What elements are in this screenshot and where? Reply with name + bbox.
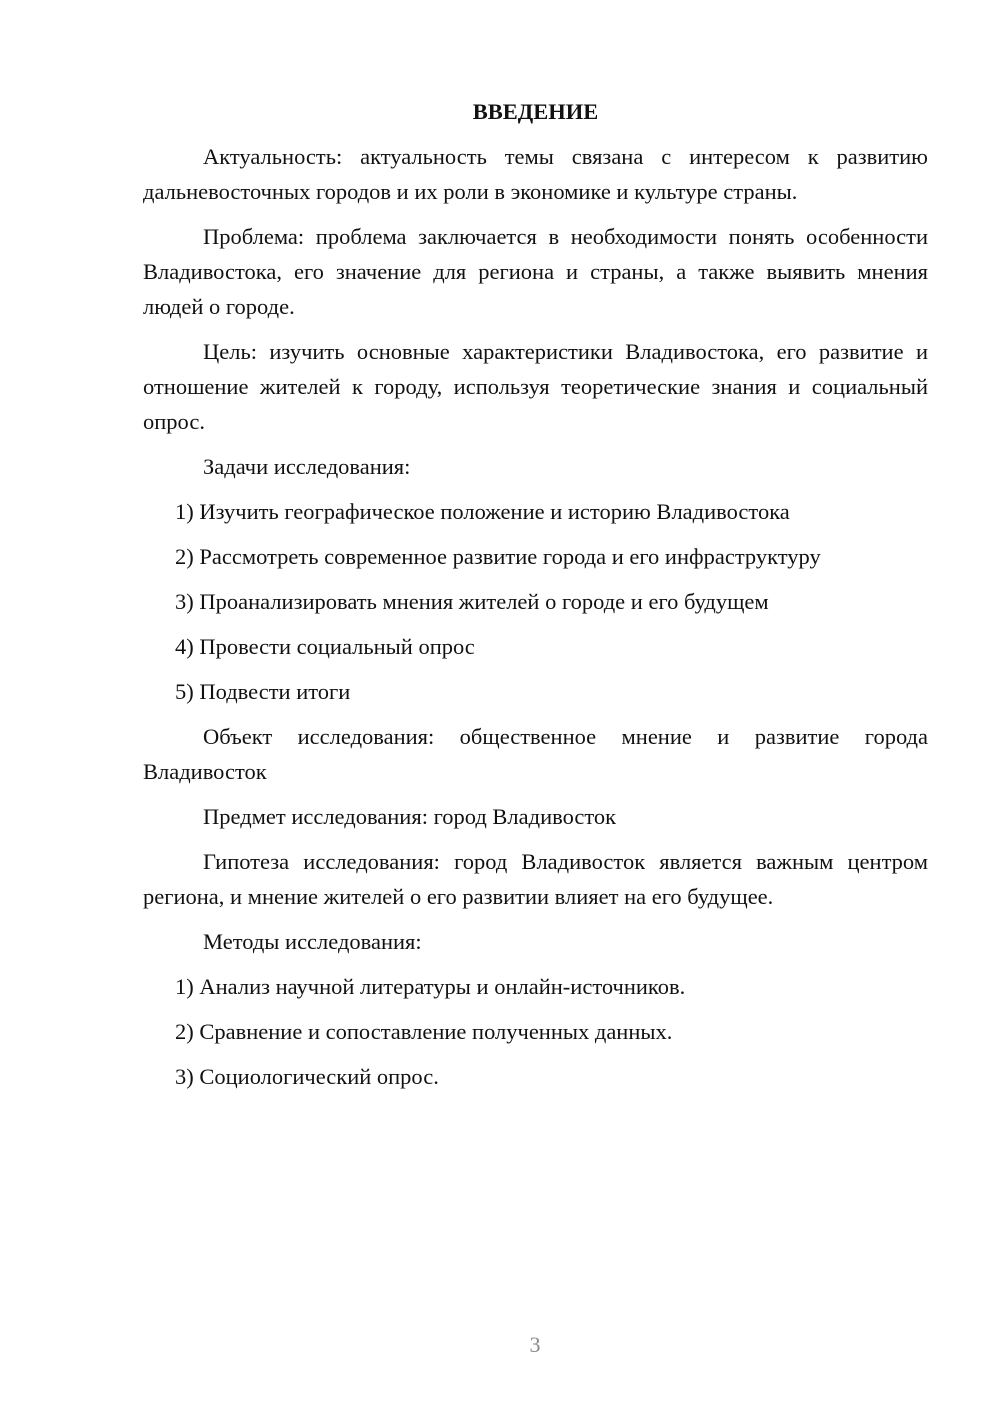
- hypothesis-paragraph: Гипотеза исследования: город Владивосток является важным центром региона, и мнение жителей о его развитии влияет на его будущее.: [143, 849, 928, 909]
- task-item: 5) Подвести итоги: [175, 679, 351, 704]
- task-item: 2) Рассмотреть современное развитие города и его инфраструктуру: [175, 544, 821, 569]
- tasks-heading: Задачи исследования:: [203, 454, 411, 479]
- relevance-paragraph: Актуальность: актуальность темы связана с интересом к развитию дальневосточных городов и их роли в экономике и культуре страны.: [143, 144, 928, 204]
- task-item: 3) Проанализировать мнения жителей о городе и его будущем: [175, 589, 769, 614]
- method-item: 2) Сравнение и сопоставление полученных данных.: [175, 1019, 673, 1044]
- problem-paragraph: Проблема: проблема заключается в необходимости понять особенности Владивостока, его значение для региона и страны, а также выявить мнения людей о городе.: [143, 224, 928, 319]
- page-title: ВВЕДЕНИЕ: [472, 99, 599, 124]
- method-item: 3) Социологический опрос.: [175, 1064, 439, 1089]
- method-item: 1) Анализ научной литературы и онлайн-источников.: [175, 974, 686, 999]
- page-number: 3: [529, 1332, 541, 1357]
- object-paragraph: Объект исследования: общественное мнение и развитие города Владивосток: [143, 724, 928, 784]
- subject-paragraph: Предмет исследования: город Владивосток: [203, 804, 617, 829]
- task-item: 1) Изучить географическое положение и историю Владивостока: [175, 499, 790, 524]
- methods-heading: Методы исследования:: [203, 929, 422, 954]
- page-content: [143, 94, 928, 1104]
- goal-paragraph: Цель: изучить основные характеристики Владивостока, его развитие и отношение жителей к городу, используя теоретические знания и социальный опрос.: [143, 339, 928, 434]
- task-item: 4) Провести социальный опрос: [175, 634, 475, 659]
